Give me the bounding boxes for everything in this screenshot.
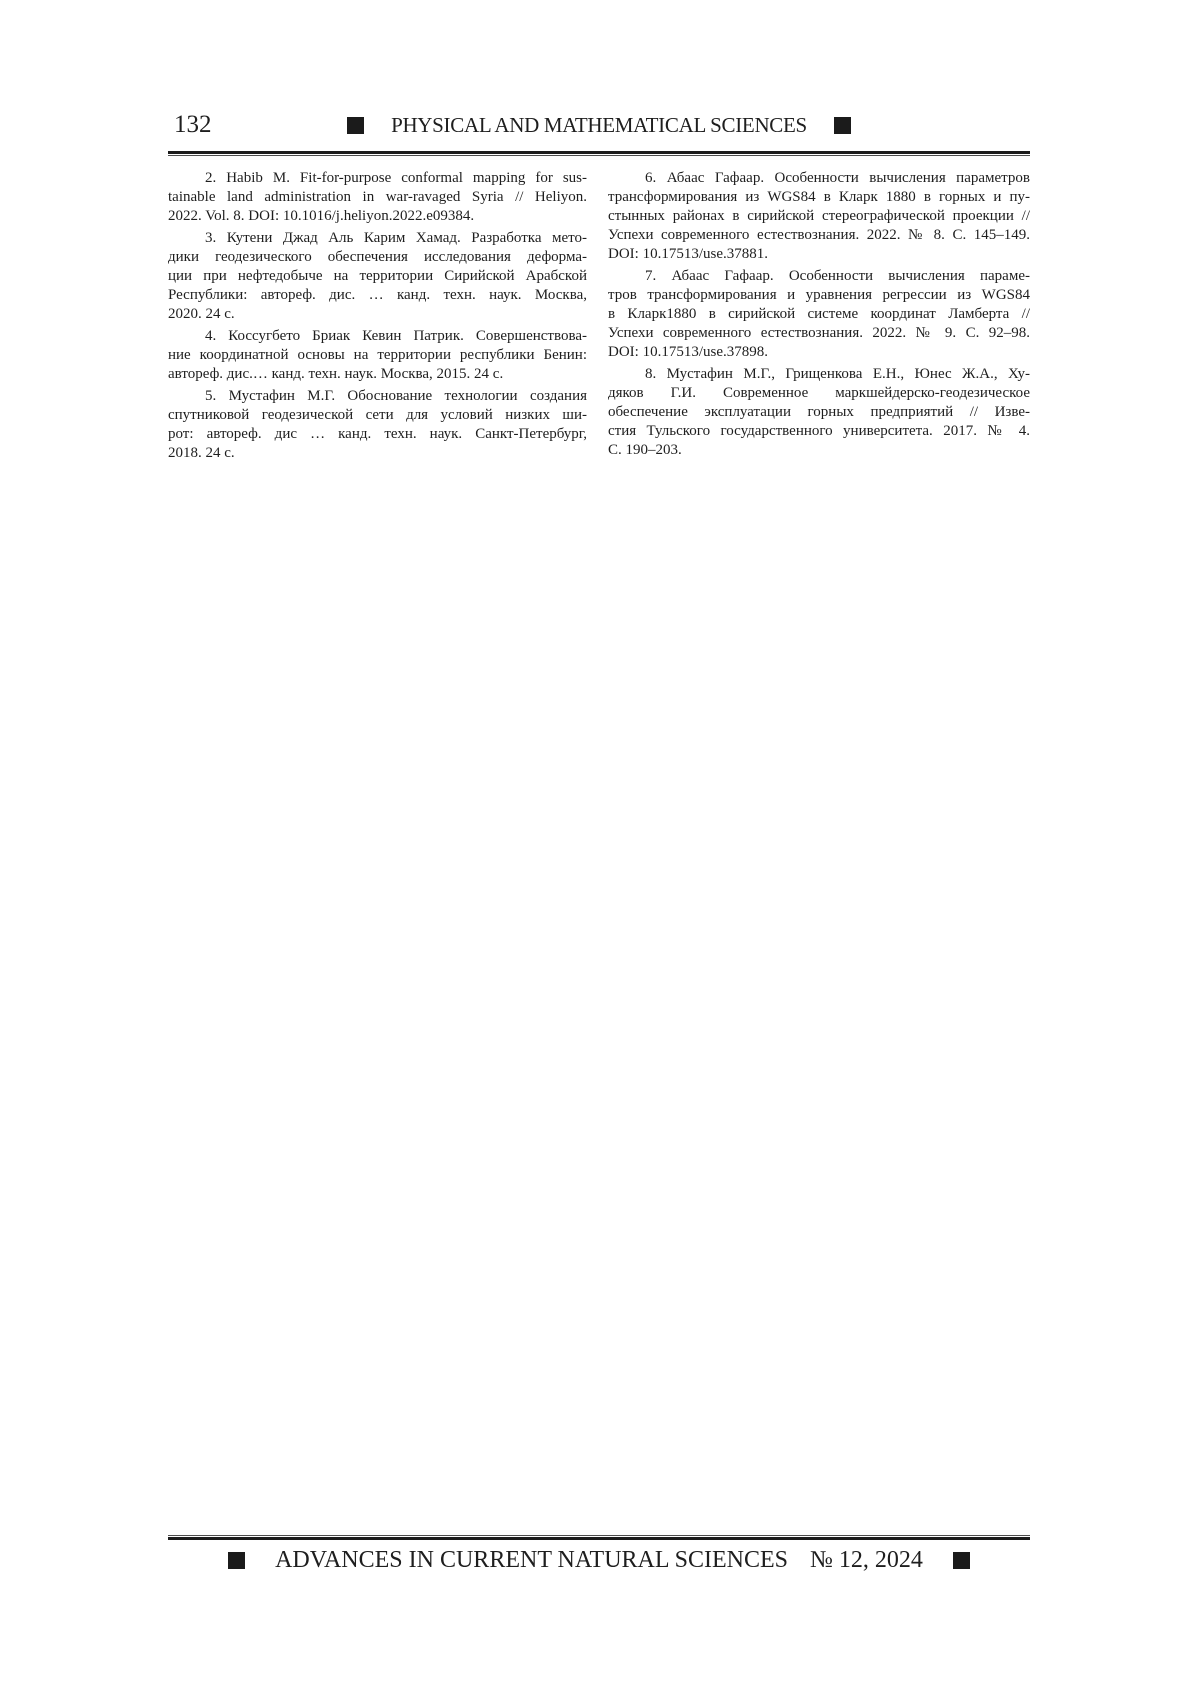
- reference-line: tainable land administration in war-ravaged Syria // Heliyon.: [168, 189, 587, 205]
- reference-line: 2022. Vol. 8. DOI: 10.1016/j.heliyon.2022.e09384.: [168, 208, 475, 224]
- page-header: [168, 108, 1030, 144]
- reference-line: 5. Мустафин М.Г. Обоснование технологии создания: [205, 388, 587, 404]
- reference-line: 4. Коссугбето Бриак Кевин Патрик. Совершенствова-: [205, 328, 587, 344]
- reference-line: стия Тульского государственного университета. 2017. № 4.: [608, 423, 1030, 439]
- reference-line: спутниковой геодезической сети для условий низких ши-: [168, 407, 587, 423]
- references-column-right: [608, 169, 1030, 460]
- reference-item: [168, 169, 587, 226]
- reference-item: [168, 387, 587, 463]
- reference-line: 6. Абаас Гафаар. Особенности вычисления параметров: [645, 170, 1030, 186]
- reference-line: 2020. 24 с.: [168, 306, 235, 322]
- reference-item: [608, 365, 1030, 460]
- reference-line: С. 190–203.: [608, 442, 682, 458]
- reference-line: тров трансформирования и уравнения регрессии из WGS84: [608, 287, 1030, 303]
- reference-line: 2018. 24 с.: [168, 445, 235, 461]
- reference-line: Успехи современного естествознания. 2022. № 8. С. 145–149.: [608, 227, 1030, 243]
- page-footer: [168, 1546, 1030, 1574]
- page-number: 132: [174, 111, 212, 138]
- references-column-left: [168, 169, 587, 463]
- reference-line: Успехи современного естествознания. 2022. № 9. С. 92–98.: [608, 325, 1030, 341]
- reference-line: рот: автореф. дис … канд. техн. наук. Санкт-Петербург,: [168, 426, 587, 442]
- reference-line: автореф. дис.… канд. техн. наук. Москва, 2015. 24 с.: [168, 366, 504, 382]
- reference-item: [168, 327, 587, 384]
- reference-item: [608, 169, 1030, 264]
- reference-line: обеспечение эксплуатации горных предприятий // Изве-: [608, 404, 1030, 420]
- reference-line: DOI: 10.17513/use.37898.: [608, 344, 768, 360]
- running-head-title: PHYSICAL AND MATHEMATICAL SCIENCES: [391, 112, 807, 137]
- footer-rule: [168, 1535, 1030, 1540]
- reference-line: ние координатной основы на территории республики Бенин:: [168, 347, 587, 363]
- header-rule: [168, 151, 1030, 156]
- header-right-square-icon: [834, 117, 851, 134]
- reference-line: стынных районах в сирийской стереографической проекции //: [608, 208, 1030, 224]
- reference-line: ции при нефтедобыче на территории Сирийской Арабской: [168, 268, 587, 284]
- footer-left-square-icon: [228, 1552, 245, 1569]
- reference-line: трансформирования из WGS84 в Кларк 1880 в горных и пу-: [608, 189, 1030, 205]
- footer-right-square-icon: [953, 1552, 970, 1569]
- reference-line: 2. Habib M. Fit-for-purpose conformal mapping for sus-: [205, 170, 587, 186]
- reference-line: 7. Абаас Гафаар. Особенности вычисления параме-: [645, 268, 1030, 284]
- issue-number: № 12, 2024: [810, 1546, 923, 1573]
- reference-line: 8. Мустафин М.Г., Грищенкова Е.Н., Юнес Ж.А., Ху-: [645, 366, 1030, 382]
- journal-title: ADVANCES IN CURRENT NATURAL SCIENCES: [275, 1546, 789, 1573]
- header-left-square-icon: [347, 117, 364, 134]
- reference-item: [168, 229, 587, 324]
- reference-line: дики геодезического обеспечения исследования деформа-: [168, 249, 587, 265]
- reference-line: в Кларк1880 в сирийской системе координат Ламберта //: [608, 306, 1030, 322]
- reference-line: дяков Г.И. Современное маркшейдерско-геодезическое: [608, 385, 1030, 401]
- reference-line: Республики: автореф. дис. … канд. техн. наук. Москва,: [168, 287, 587, 303]
- reference-line: DOI: 10.17513/use.37881.: [608, 246, 768, 262]
- running-head-row: [168, 108, 1030, 142]
- reference-item: [608, 267, 1030, 362]
- reference-line: 3. Кутени Джад Аль Карим Хамад. Разработка мето-: [205, 230, 587, 246]
